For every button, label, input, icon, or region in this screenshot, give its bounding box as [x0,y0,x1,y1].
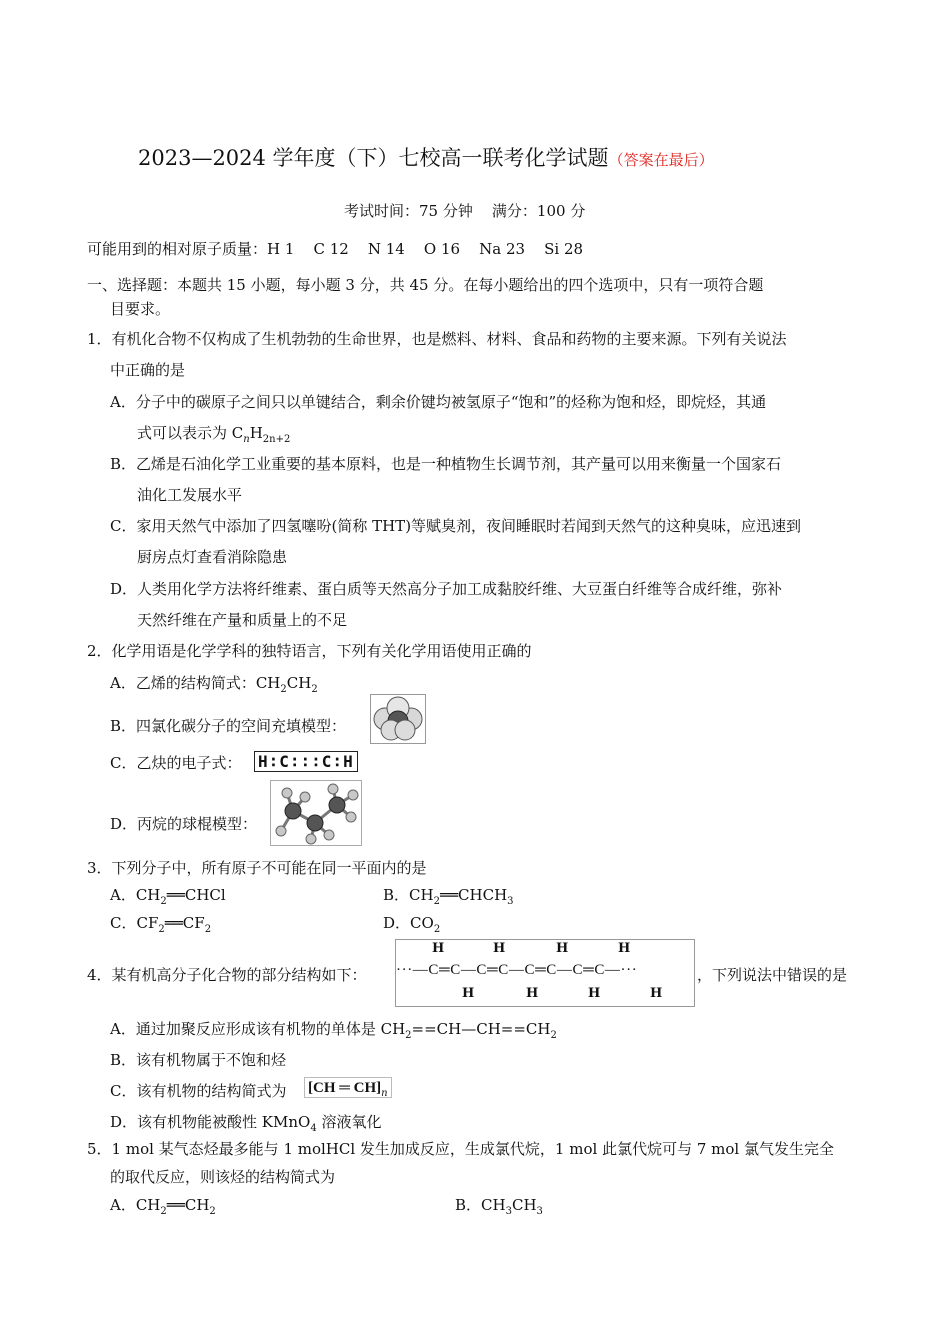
h-top: H [493,941,506,956]
q1-stem-line1: 1．有机化合物不仅构成了生机勃勃的生命世界，也是燃料、材料、食品和药物的主要来源。下列有关说法 [87,330,787,348]
q1-option-d-line2: 天然纤维在产量和质量上的不足 [137,611,348,629]
propane-ball-stick-icon [270,780,362,846]
q4-stem-suffix: ，下列说法中错误的是 [697,966,848,984]
q5-stem-line2: 的取代反应，则该烃的结构简式为 [110,1168,336,1186]
q1-option-c-line1: C．家用天然气中添加了四氢噻吩(简称 THT)等赋臭剂，夜间睡眠时若闻到天然气的这种臭味，应迅速到 [110,517,802,535]
polymer-formula: [CH ═ $CH]_n$ [304,1077,392,1098]
h-bottom: H [526,986,539,1001]
q1-option-a-line1: A．分子中的碳原子之间只以单键结合，剩余价键均被氢原子“饱和”的烃称为饱和烃，即烷烃，其通 [110,393,767,411]
q2-stem: 2．化学用语是化学学科的独特语言，下列有关化学用语使用正确的 [87,642,532,660]
q3-option-c: C．$CF_2══CF_2$ [110,914,212,935]
q3-option-b: B．$CH_2══CHCH_3$ [383,886,514,907]
q2-option-d: D．丙烷的球棍模型： [110,815,258,833]
q1-option-b-line2: 油化工发展水平 [137,486,243,504]
q3-option-d: D．$CO_2$ [383,914,441,935]
q1-stem-line2: 中正确的是 [110,361,186,379]
page-title: 2023—2024 学年度（下）七校高一联考化学试题（答案在最后） [138,146,714,170]
h-top: H [556,941,569,956]
answer-note: （答案在最后） [608,151,714,169]
h-top: H [618,941,631,956]
q1-option-c-line2: 厨房点灯查看消除隐患 [137,548,288,566]
q1-option-b-line1: B．乙烯是石油化学工业重要的基本原料，也是一种植物生长调节剂，其产量可以用来衡量一个国家石 [110,455,782,473]
q4-stem-prefix: 4．某有机高分子化合物的部分结构如下： [87,966,367,984]
q5-option-b: B．$CH_3CH_3$ [455,1196,543,1217]
q3-stem: 3．下列分子中，所有原子不可能在同一平面内的是 [87,859,427,877]
q3-option-a: A．$CH_2══CHCl$ [110,886,226,907]
q4-option-b: B．该有机物属于不饱和烃 [110,1051,287,1069]
exam-info: 考试时间：75 分钟 满分：100 分 [344,202,586,220]
h-bottom: H [462,986,475,1001]
q4-option-c: C．该有机物的结构简式为 [110,1082,287,1100]
q2-option-c: C．乙炔的电子式： [110,754,242,772]
q1-option-a-line2: 式可以表示为 $C_nH_{2n+2}$ [137,424,291,445]
polymer-structure [395,939,695,1007]
h-bottom: H [650,986,663,1001]
q1-option-d-line1: D．人类用化学方法将纤维素、蛋白质等天然高分子加工成黏胶纤维、大豆蛋白纤维等合成纤维，弥补 [110,580,783,598]
section-heading-line2: 目要求。 [110,300,171,318]
h-bottom: H [588,986,601,1001]
section-heading-line1: 一、选择题：本题共 15 小题，每小题 3 分，共 45 分。在每小题给出的四个选项中，只有一项符合题 [87,276,764,294]
q5-option-a: A．$CH_2══CH_2$ [110,1196,216,1217]
q2-option-b: B．四氯化碳分子的空间充填模型： [110,717,347,735]
acetylene-electron-formula: H∶C∶∶∶C∶H [254,751,358,772]
q5-stem-line1: 5．1 mol 某气态烃最多能与 1 molHCl 发生加成反应，生成氯代烷，1 mol 此氯代烷可与 7 mol 氯气发生完全 [87,1140,834,1158]
q4-option-d: D．该有机物能被酸性 KMnO$_4$ 溶液氧化 [110,1113,382,1134]
h-top: H [432,941,445,956]
q2-option-a: A．乙烯的结构简式：$CH_2CH_2$ [110,674,318,695]
polymer-chain: ···—C═C—C═C—C═C—C═C—··· [396,962,638,978]
q4-option-a: A．通过加聚反应形成该有机物的单体是 $CH_2==CH—CH==CH_2$ [110,1020,557,1041]
atomic-masses: 可能用到的相对原子质量：H 1 C 12 N 14 O 16 Na 23 Si 28 [87,240,584,258]
ccl4-space-filling-icon [370,694,426,744]
